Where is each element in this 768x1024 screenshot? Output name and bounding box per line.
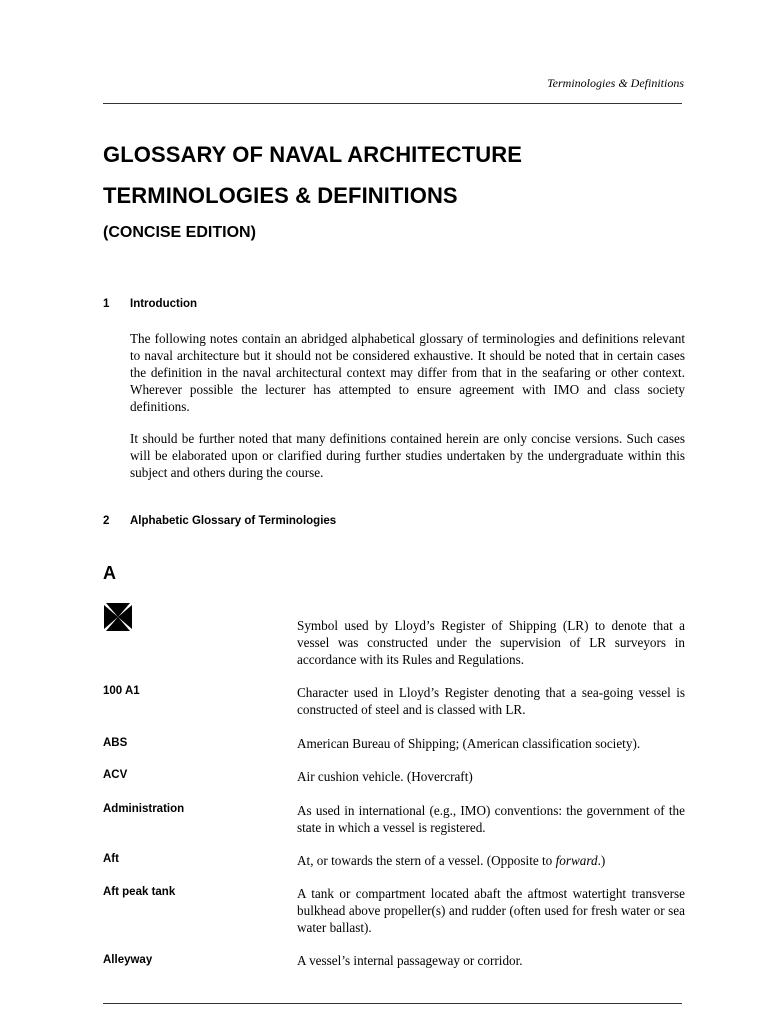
- header-rule: [103, 103, 682, 104]
- term-aft: Aft: [103, 853, 119, 865]
- section-number: 1: [103, 298, 110, 310]
- running-header: Terminologies & Definitions: [547, 76, 684, 90]
- definition-administration: As used in international (e.g., IMO) conventions: the government of the state in which a vessel is registered.: [297, 803, 685, 835]
- section-heading-introduction: [103, 298, 197, 310]
- page-title-line-2: TERMINOLOGIES & DEFINITIONS: [103, 183, 458, 208]
- definition-aft-emphasis: forward: [555, 853, 598, 868]
- definition-abs: American Bureau of Shipping; (American classification society).: [297, 736, 641, 751]
- section-title: Alphabetic Glossary of Terminologies: [130, 515, 337, 527]
- maltese-cross-icon: [103, 602, 133, 632]
- term-alleyway: Alleyway: [103, 954, 153, 966]
- term-aft-peak-tank: Aft peak tank: [103, 886, 176, 898]
- definition-aft: [297, 852, 685, 869]
- definition-acv: Air cushion vehicle. (Hovercraft): [297, 769, 473, 784]
- term-acv: ACV: [103, 769, 128, 781]
- term-100-a1: 100 A1: [103, 685, 140, 697]
- section-heading-glossary: [103, 515, 336, 527]
- term-administration: Administration: [103, 803, 185, 815]
- section-title: Introduction: [130, 298, 198, 310]
- definition-alleyway: A vessel’s internal passageway or corridor.: [297, 953, 523, 968]
- term-abs: ABS: [103, 737, 128, 749]
- letter-heading: A: [103, 563, 116, 583]
- definition-aft-text: At, or towards the stern of a vessel. (Opposite to: [297, 853, 556, 868]
- definition-aft-peak-tank: A tank or compartment located abaft the aftmost watertight transverse bulkhead above propeller(s) and rudder (often used for fresh water or sea water ballast).: [297, 886, 685, 935]
- definition-aft-tail: .): [597, 853, 606, 868]
- definition-100-a1: Character used in Lloyd’s Register denoting that a sea-going vessel is constructed of steel and is classed with LR.: [297, 685, 685, 717]
- intro-paragraph-2: It should be further noted that many definitions contained herein are only concise versions. Such cases will be elaborated upon or clarified during further studies undertaken by the undergraduate within this subject and others during the course.: [130, 431, 685, 480]
- footer-rule: [103, 1003, 682, 1004]
- edition-subtitle: (CONCISE EDITION): [103, 224, 256, 241]
- section-number: 2: [103, 515, 110, 527]
- intro-paragraph-1: The following notes contain an abridged alphabetical glossary of terminologies and definitions relevant to naval architecture but it should not be considered exhaustive. It should be noted that in certain cases the definition in the naval architectural context may differ from that in the seafaring or other context. Wherever possible the lecturer has attempted to ensure agreement with IMO and class society definitions.: [130, 331, 685, 414]
- page-title-line-1: GLOSSARY OF NAVAL ARCHITECTURE: [103, 142, 522, 167]
- definition-lr-symbol: Symbol used by Lloyd’s Register of Shipping (LR) to denote that a vessel was constructed under the supervision of LR surveyors in accordance with its Rules and Regulations.: [297, 618, 685, 667]
